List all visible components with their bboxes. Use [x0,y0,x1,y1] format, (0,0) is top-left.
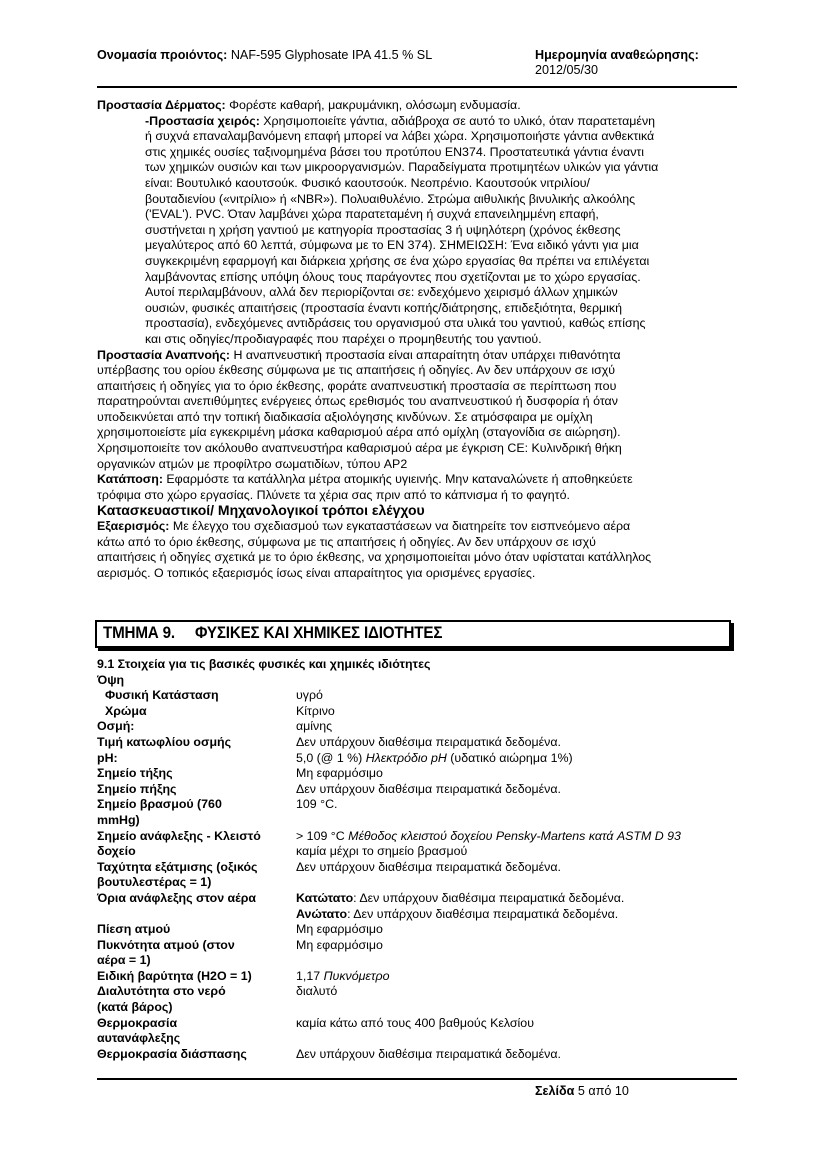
hand-line: ή συχνά επαναλαμβανόμενη επαφή μπορεί να λάβει χώρα. Χρησιμοποιήστε γάντια ανθεκτικά [145,129,655,144]
hand-line: και στις οδηγίες/προδιαγραφές που παρέχει ο προμηθευτής του γαντιού. [145,331,542,346]
property-value: Δεν υπάρχουν διαθέσιμα πειραματικά δεδομένα. [296,734,561,749]
property-value: αμίνης [296,719,333,734]
property-label [97,829,296,860]
page-header [97,48,737,84]
hand-line: βουταδιενίου («νιτρίλιο» ή «NBR»). Πολυαιθυλένιο. Στρώμα αιθυλικής βινυλικής αλκοόλης [145,191,636,206]
protection-block [97,98,737,581]
respiratory-protection [97,348,737,473]
respiratory-line: Η αναπνευστική προστασία είναι απαραίτητη όταν υπάρχει πιθανότητα [233,347,621,362]
respiratory-line: υπέρβασης του ορίου έκθεσης σύμφωνα με τις απαιτήσεις ή οδηγίες. Αν δεν υπάρχουν σε ισχύ [97,363,616,378]
page-number-text: 5 από 10 [577,1084,629,1098]
revision-date-label: Ημερομηνία αναθεώρησης: [535,48,699,62]
ventilation-label: Εξαερισμός: [97,519,170,534]
properties-subtitle: 9.1 Στοιχεία για τις βασικές φυσικές και χημικές ιδιότητες [97,657,431,671]
header-divider [97,86,737,88]
properties-table [97,657,737,1062]
respiratory-line: οργανικών ατμών με προφίλτρο σωματιδίων, τύπου AP2 [97,456,408,471]
page-number-label: Σελίδα [535,1084,575,1098]
footer-divider [97,1078,737,1080]
property-value: Δεν υπάρχουν διαθέσιμα πειραματικά δεδομένα. [296,859,561,874]
hand-protection [97,114,737,348]
property-label-line: δοχείο [97,844,136,859]
property-label [97,984,296,1015]
hand-line: συγκεκριμένη εφαρμογή και διάρκεια χρήσης σε ένα χώρο εργασίας θα πρέπει να επιλέγεται [145,253,650,268]
property-label: Όψη [97,672,125,687]
property-label [97,938,296,969]
property-label-line: Πυκνότητα ατμού (στον [97,937,235,952]
property-value: Μη εφαρμόσιμο [296,922,383,937]
property-label [97,1016,296,1047]
respiratory-line: απαιτήσεις ή οδηγίες για το όριο έκθεσης, φοράτε αναπνευστική προστασία σε περίπτωση που [97,378,617,393]
property-label-line: Σημείο ανάφλεξης - Κλειστό [97,828,261,843]
sg-method: Πυκνόμετρο [323,968,390,983]
revision-date-value: 2012/05/30 [535,63,599,77]
skin-protection [97,98,737,114]
property-label-line: (κατά βάρος) [97,1000,173,1015]
skin-protection-text: Φορέστε καθαρή, μακρυμάνικη, ολόσωμη ενδυμασία. [229,98,521,112]
flam-lower-value: : Δεν υπάρχουν διαθέσιμα πειραματικά δεδομένα. [353,890,625,905]
property-label [97,797,296,828]
property-label: Σημείο τήξης [97,766,173,781]
property-row [97,984,737,1015]
property-label: Πίεση ατμού [97,922,171,937]
property-label: pH: [97,750,118,765]
ph-note: (υδατικό αιώρημα 1%) [446,750,573,765]
property-value: Μη εφαρμόσιμο [296,937,383,952]
property-label-line: Θερμοκρασία [97,1015,178,1030]
property-label-line: Σημείο βρασμού (760 [97,797,222,812]
flash-value-2: καμία μέχρι το σημείο βρασμού [296,844,468,859]
property-label-line: αυτανάφλεξης [97,1031,181,1046]
property-row [97,860,737,891]
ingestion-line: Εφαρμόστε τα κατάλληλα μέτρα ατομικής υγιεινής. Μην καταναλώνετε ή αποθηκεύετε [166,472,633,487]
hand-line: ουσιών, φυσικές απαιτήσεις (προστασία έναντι κοπής/διάτρησης, επιδεξιότητα, θερμική [145,300,622,315]
property-row [97,735,737,751]
skin-protection-label: Προστασία Δέρματος: [97,98,226,112]
revision-date [535,48,699,78]
property-label: Θερμοκρασία διάσπασης [97,1046,247,1061]
page-number [535,1084,629,1100]
property-row [97,719,737,735]
flam-upper-value: : Δεν υπάρχουν διαθέσιμα πειραματικά δεδομένα. [347,906,619,921]
property-row [97,704,737,720]
respiratory-line: χρησιμοποιείστε μία εγκεκριμένη μάσκα καθαρισμού αέρα από ομίχλη (σταγονίδια σε αιώρηση). [97,425,621,440]
property-row [97,1047,737,1063]
property-value [296,969,737,985]
hand-line: είναι: Βουτυλικό καουτσούκ. Φυσικό καουτσούκ. Νεοπρένιο. Καουτσούκ νιτριλίου/ [145,175,590,190]
property-value: Μη εφαρμόσιμο [296,766,383,781]
property-label-line: mmHg) [97,812,140,827]
property-value [296,891,737,922]
product-name-value: NAF-595 Glyphosate IPA 41.5 % SL [230,48,433,62]
property-value: Δεν υπάρχουν διαθέσιμα πειραματικά δεδομένα. [296,1046,561,1061]
ventilation-line: Με έλεγχο του σχεδιασμού των εγκαταστάσεων να διατηρείτε τον εισπνεόμενο αέρα [172,519,631,534]
property-label: Όρια ανάφλεξης στον αέρα [97,890,257,905]
product-name-label: Ονομασία προιόντος: [97,48,228,62]
respiratory-line: υποδεικνύεται από την τοπική διαδικασία αξιολόγησης κινδύνων. Σε ατμόσφαιρα με ομίχλη [97,409,593,424]
property-row [97,688,737,704]
property-row [97,673,737,689]
ingestion-label: Κατάποση: [97,472,163,487]
section-9-header [95,620,731,648]
property-row [97,797,737,828]
engineering-controls-heading: Κατασκευαστικοί/ Μηχανολογικοί τρόποι ελέγχου [97,502,425,519]
property-label-line: βουτυλεστέρας = 1) [97,875,212,890]
property-value: διαλυτό [296,984,338,999]
hand-line: λαμβάνοντας επίσης υπόψη όλους τους παράγοντες που σχετίζονται με το χώρο εργασίας. [145,269,641,284]
hand-line: των χημικών ουσιών και των μικροοργανισμών. Παραδείγματα προτιμητέων υλικών για γάντια [145,160,659,175]
property-value: υγρό [296,688,323,703]
property-row [97,891,737,922]
property-label: Σημείο πήξης [97,781,177,796]
property-row [97,782,737,798]
section-9-title: ΤΜΗΜΑ 9. ΦΥΣΙΚΕΣ ΚΑΙ ΧΗΜΙΚΕΣ ΙΔΙΟΤΗΤΕΣ [103,624,443,642]
property-label: Χρώμα [105,703,147,718]
hand-line: Αυτοί περιλαμβάνουν, αλλά δεν περιορίζονται σε: ενδεχόμενο χειρισμό άλλων χημικών [145,285,618,300]
property-value: Κίτρινο [296,703,335,718]
property-label [97,860,296,891]
ph-value: 5,0 (@ 1 %) [296,750,366,765]
ingestion-line: τρόφιμα στο χώρο εργασίας. Πλύνετε τα χέρια σας πριν από το κάπνισμα ή το φαγητό. [97,487,570,502]
respiratory-line: Χρησιμοποιείτε τον ακόλουθο αναπνευστήρα καθαρισμού αέρα με έγκριση CE: Κυλινδρική θήκη [97,441,622,456]
ventilation-line: απαιτήσεις ή οδηγίες σχετικά με το όριο έκθεσης, να χρησιμοποιείται μόνο όταν υφίσταται κατάλληλος [97,550,652,565]
hand-line: στις χημικές ουσίες ταξινομημένα βάσει του προτύπου EN374. Προστατευτικά γάντια έναντι [145,144,645,159]
property-value: καμία κάτω από τους 400 βαθμούς Κελσίου [296,1015,534,1030]
ingestion [97,472,737,503]
respiratory-line: παρατηρούνται ανεπιθύμητες ενέργειες όπως ερεθισμός του αναπνευστικού ή δυσφορία ή όταν [97,394,618,409]
property-label: Ειδική βαρύτητα (H2O = 1) [97,968,252,983]
hand-line: Χρησιμοποιείτε γάντια, αδιάβροχα σε αυτό το υλικό, όταν παρατεταμένη [263,113,656,128]
ph-method: Ηλεκτρόδιο pH [365,750,447,765]
property-label: Οσμή: [97,719,135,734]
property-value: Δεν υπάρχουν διαθέσιμα πειραματικά δεδομένα. [296,781,561,796]
property-label: Φυσική Κατάσταση [105,688,219,703]
property-label-line: Ταχύτητα εξάτμισης (οξικός [97,859,258,874]
product-name [97,48,432,64]
property-value: 109 °C. [296,797,338,812]
property-row [97,1016,737,1047]
ventilation [97,519,737,581]
hand-line: μεγαλύτερος από 60 λεπτά, σύμφωνα με το EN 374). ΣΗΜΕΙΩΣΗ: Ένα ειδικό γάντι για μια [145,238,639,253]
property-row [97,938,737,969]
property-label-line: αέρα = 1) [97,953,151,968]
property-row [97,829,737,860]
ventilation-line: αερισμός. Ο τοπικός εξαερισμός ίσως είναι απαραίτητος για ορισμένες εργασίες. [97,565,536,580]
flam-upper-label: Ανώτατο [296,906,348,921]
respiratory-protection-label: Προστασία Αναπνοής: [97,347,231,362]
property-value [296,751,737,767]
flash-value: > 109 °C [296,828,349,843]
property-row [97,922,737,938]
hand-protection-label: -Προστασία χειρός: [145,113,260,128]
property-row [97,969,737,985]
property-label-line: Διαλυτότητα στο νερό [97,984,226,999]
property-row [97,751,737,767]
sg-value: 1,17 [296,968,324,983]
ventilation-line: κάτω από το όριο έκθεσης, σύμφωνα με τις απαιτήσεις ή οδηγίες. Αν δεν υπάρχουν σε ισχύ [97,534,596,549]
flam-lower-label: Κατώτατο [296,890,354,905]
hand-line: ('EVAL'). PVC. Όταν λαμβάνει χώρα παρατεταμένη ή συχνά επανειλημμένη επαφή, [145,207,599,222]
property-label: Τιμή κατωφλίου οσμής [97,734,232,749]
flash-method: Μέθοδος κλειστού δοχείου Pensky-Martens κατά ASTM D 93 [348,828,681,843]
property-row [97,766,737,782]
hand-line: προστασία), ενδεχόμενες αντιδράσεις του οργανισμού στα υλικά του γαντιού, καθώς επίσης [145,316,646,331]
hand-line: συστήνεται η χρήση γαντιού με κατηγορία προστασίας 3 ή υψηλότερη (χρόνος έκθεσης [145,222,621,237]
property-value [296,829,737,860]
